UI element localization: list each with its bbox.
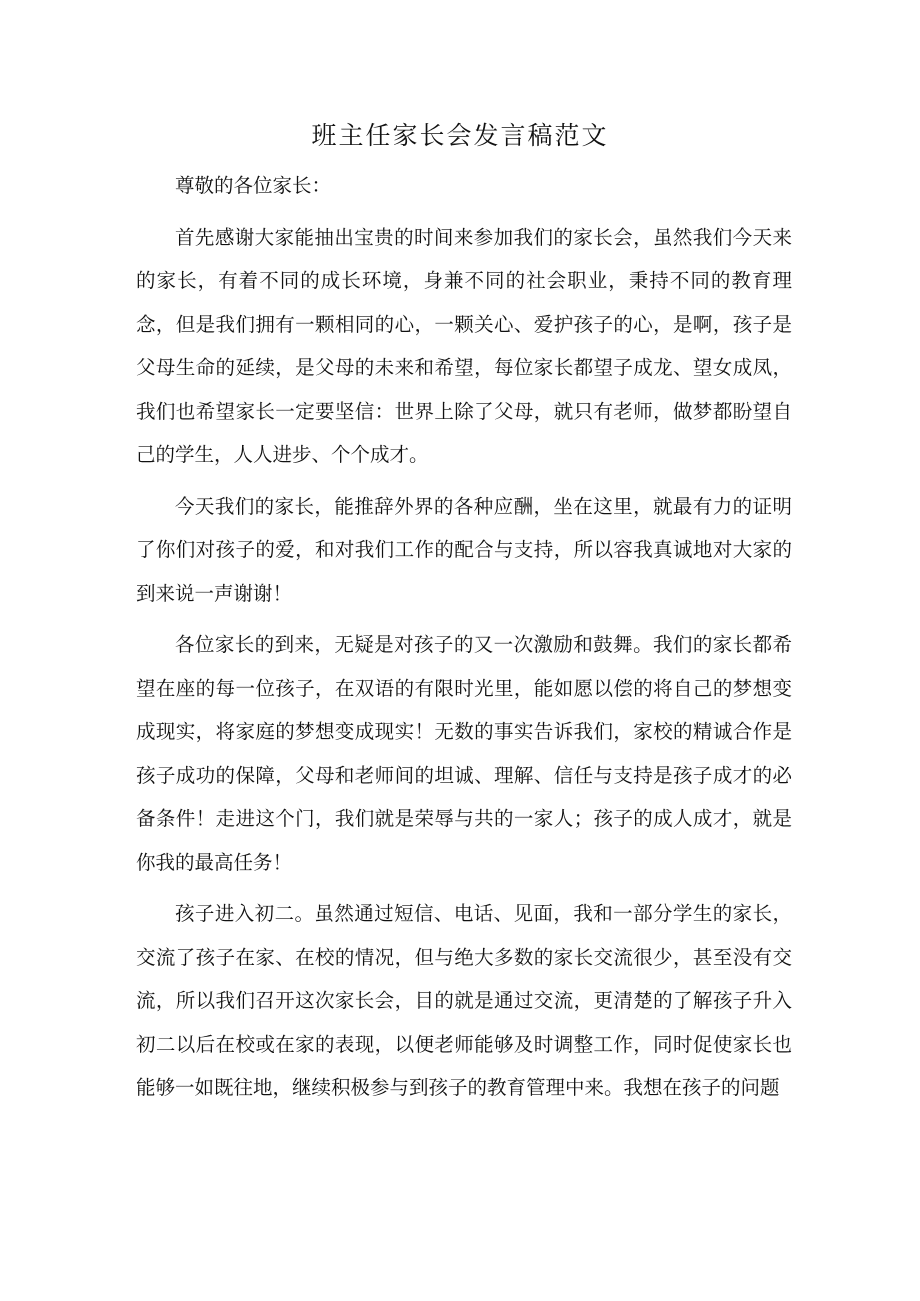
paragraph-4: 孩子进入初二。虽然通过短信、电话、见面，我和一部分学生的家长，交流了孩子在家、在校的情况，但与绝大多数的家长交流很少，甚至没有交流，所以我们召开这次家长会，目的就是通过交流，更清楚的了解孩子升入初二以后在校或在家的表现，以便老师能够及时调整工作，同时促使家长也能够一如既往地，继续积极参与到孩子的教育管理中来。我想在孩子的问题 bbox=[136, 902, 792, 1099]
paragraph-1: 首先感谢大家能抽出宝贵的时间来参加我们的家长会，虽然我们今天来的家长，有着不同的成长环境，身兼不同的社会职业，秉持不同的教育理念，但是我们拥有一颗相同的心，一颗关心、爱护孩子的心，是啊，孩子是父母生命的延续，是父母的未来和希望，每位家长都望子成龙、望女成凤，我们也希望家长一定要坚信：世界上除了父母，就只有老师，做梦都盼望自己的学生，人人进步、个个成才。 bbox=[136, 225, 792, 466]
paragraph-3: 各位家长的到来，无疑是对孩子的又一次激励和鼓舞。我们的家长都希望在座的每一位孩子，在双语的有限时光里，能如愿以偿的将自己的梦想变成现实，将家庭的梦想变成现实！无数的事实告诉我们，家校的精诚合作是孩子成功的保障，父母和老师间的坦诚、理解、信任与支持是孩子成才的必备条件！走进这个门，我们就是荣辱与共的一家人；孩子的成人成才，就是你我的最高任务！ bbox=[136, 633, 792, 874]
paragraph-2: 今天我们的家长，能推辞外界的各种应酬，坐在这里，就最有力的证明了你们对孩子的爱，和对我们工作的配合与支持，所以容我真诚地对大家的到来说一声谢谢！ bbox=[136, 494, 792, 605]
document-title: 班主任家长会发言稿范文 bbox=[311, 121, 609, 150]
salutation: 尊敬的各位家长： bbox=[175, 174, 332, 197]
document-body bbox=[136, 164, 792, 1110]
